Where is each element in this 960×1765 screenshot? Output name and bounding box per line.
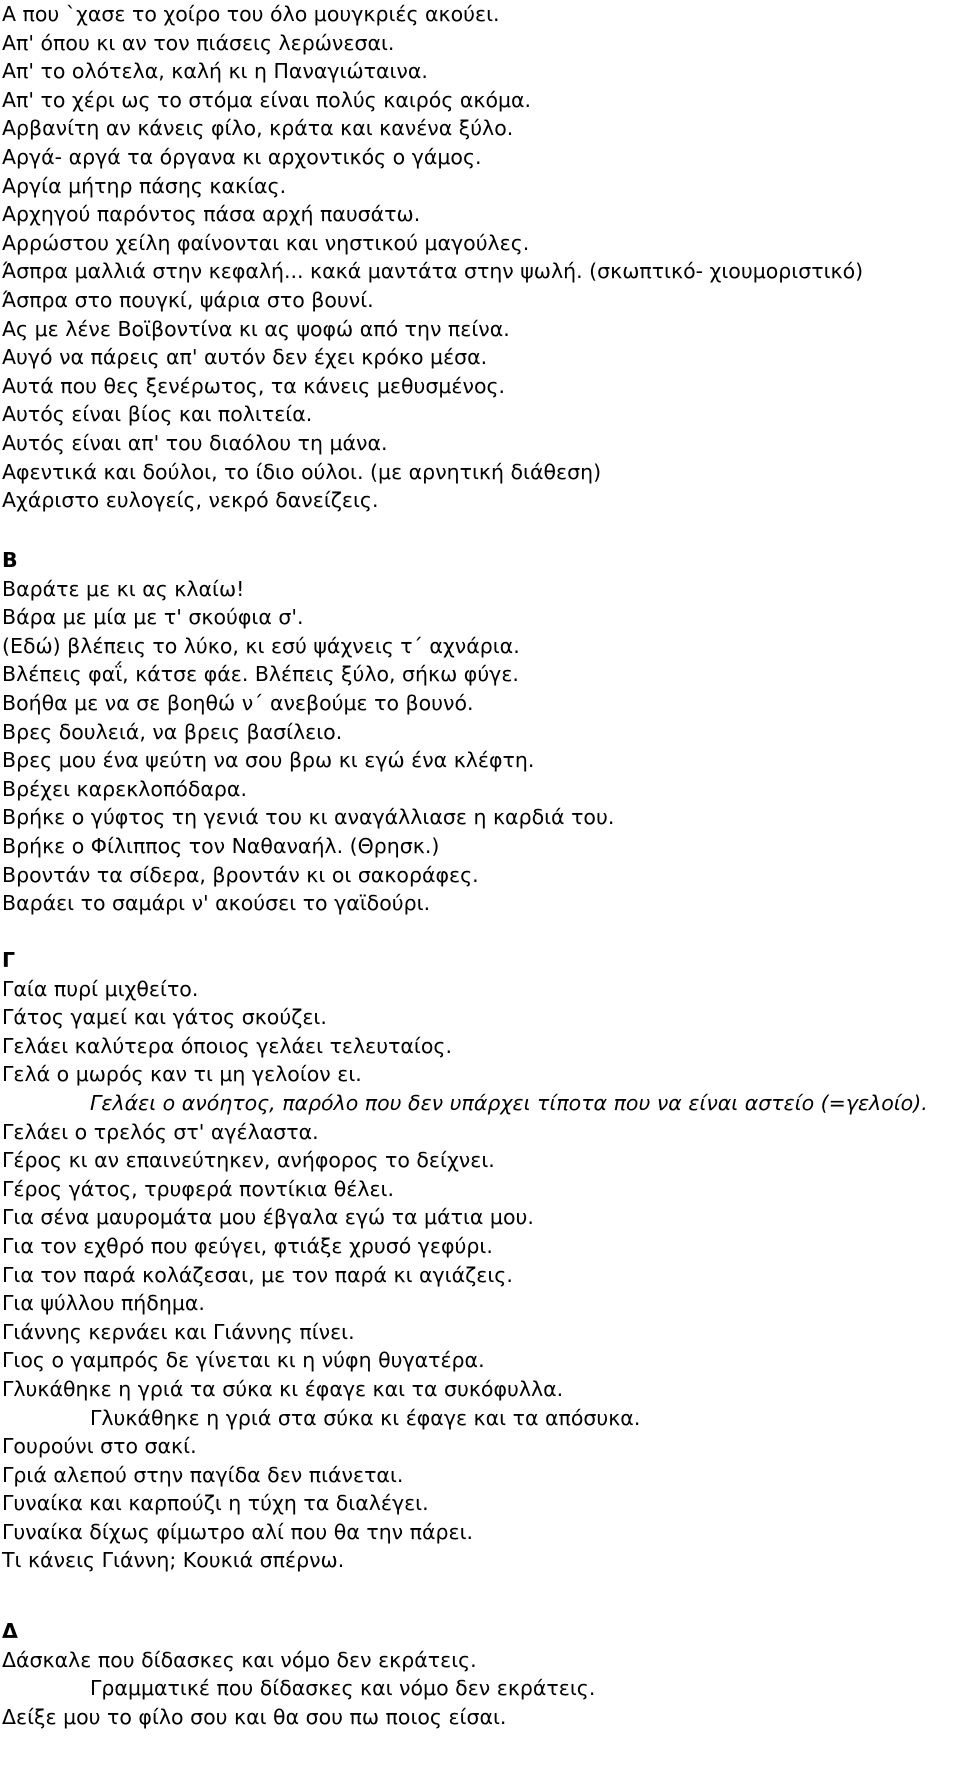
proverb-line: Άσπρα στο πουγκί, ψάρια στο βουνί. bbox=[2, 287, 374, 312]
proverb-line: Αφεντικά και δούλοι, το ίδιο ούλοι. (με αρνητική διάθεση) bbox=[2, 459, 602, 484]
proverb-line: Απ' το χέρι ως το στόμα είναι πολύς καιρός ακόμα. bbox=[2, 87, 532, 112]
proverb-line: Γλυκάθηκε η γριά στα σύκα κι έφαγε και τα απόσυκα. bbox=[90, 1405, 641, 1430]
section-alpha bbox=[0, 0, 863, 515]
proverb-line: Για τον εχθρό που φεύγει, φτιάξε χρυσό γεφύρι. bbox=[2, 1233, 493, 1258]
proverb-line: Απ' όπου κι αν τον πιάσεις λερώνεσαι. bbox=[2, 30, 395, 55]
proverb-line: Γελάει ο ανόητος, παρόλο που δεν υπάρχει τίποτα που να είναι αστείο (=γελοίο). bbox=[90, 1090, 928, 1115]
proverb-line: Γουρούνι στο σακί. bbox=[2, 1434, 197, 1459]
proverb-line: Γελάει ο τρελός στ' αγέλαστα. bbox=[2, 1119, 319, 1144]
proverb-line: Βάρα με μία με τ' σκούφια σ'. bbox=[2, 605, 304, 630]
proverb-line: (Εδώ) βλέπεις το λύκο, κι εσύ ψάχνεις τ΄ αχνάρια. bbox=[2, 633, 520, 658]
proverb-line: Άσπρα μαλλιά στην κεφαλή... κακά μαντάτα στην ψωλή. (σκωπτικό- χιουμοριστικό) bbox=[2, 259, 864, 284]
proverb-line: Βρήκε ο Φίλιππος τον Ναθαναήλ. (Θρησκ.) bbox=[2, 833, 440, 858]
proverb-line: Γελάει καλύτερα όποιος γελάει τελευταίος. bbox=[2, 1033, 452, 1058]
section-heading-delta: Δ bbox=[2, 1619, 18, 1643]
proverb-line: Βλέπεις φαΐ, κάτσε φάε. Βλέπεις ξύλο, σήκω φύγε. bbox=[2, 662, 519, 687]
proverb-line: Γιάννης κερνάει και Γιάννης πίνει. bbox=[2, 1319, 355, 1344]
proverb-line: Βρες δουλειά, να βρεις βασίλειο. bbox=[2, 719, 343, 744]
proverb-line: Αργία μήτηρ πάσης κακίας. bbox=[2, 173, 287, 198]
proverb-line: Για σένα μαυρομάτα μου έβγαλα εγώ τα μάτια μου. bbox=[2, 1205, 534, 1230]
proverb-line: Αργά- αργά τα όργανα κι αρχοντικός ο γάμος. bbox=[2, 144, 482, 169]
proverb-line: Γυναίκα και καρπούζι η τύχη τα διαλέγει. bbox=[2, 1491, 429, 1516]
proverb-line: Για ψύλλου πήδημα. bbox=[2, 1291, 205, 1316]
proverb-line: Για τον παρά κολάζεσαι, με τον παρά κι αγιάζεις. bbox=[2, 1262, 513, 1287]
section-beta bbox=[0, 546, 614, 918]
proverb-line: Αρρώστου χείλη φαίνονται και νηστικού μαγούλες. bbox=[2, 230, 530, 255]
proverb-line: Τι κάνεις Γιάννη; Κουκιά σπέρνω. bbox=[2, 1548, 345, 1573]
proverb-line: Γέρος κι αν επαινεύτηκεν, ανήφορος το δείχνει. bbox=[2, 1148, 495, 1173]
proverb-line: Δείξε μου το φίλο σου και θα σου πω ποιος είσαι. bbox=[2, 1704, 507, 1729]
section-gamma bbox=[0, 946, 928, 1575]
proverb-line: Α που `χασε το χοίρο του όλο μουγκριές ακούει. bbox=[2, 2, 500, 26]
proverb-line: Αυγό να πάρεις απ' αυτόν δεν έχει κρόκο μέσα. bbox=[2, 345, 488, 370]
section-delta bbox=[0, 1617, 595, 1731]
proverb-line: Αυτός είναι απ' του διαόλου τη μάνα. bbox=[2, 430, 388, 455]
proverb-line: Βαράει το σαμάρι ν' ακούσει το γαϊδούρι. bbox=[2, 891, 431, 916]
proverb-line: Βρέχει καρεκλοπόδαρα. bbox=[2, 776, 247, 801]
proverb-line: Αρβανίτη αν κάνεις φίλο, κράτα και κανένα ξύλο. bbox=[2, 116, 514, 141]
proverb-line: Αρχηγού παρόντος πάσα αρχή παυσάτω. bbox=[2, 202, 421, 227]
proverb-line: Ας με λένε Βοϊβοντίνα κι ας ψοφώ από την πείνα. bbox=[2, 316, 510, 341]
proverb-line: Γιος ο γαμπρός δε γίνεται κι η νύφη θυγατέρα. bbox=[2, 1348, 485, 1373]
proverb-line: Βρήκε ο γύφτος τη γενιά του κι αναγάλλιασε η καρδιά του. bbox=[2, 805, 615, 830]
proverb-line: Γυναίκα δίχως φίμωτρο αλί που θα την πάρει. bbox=[2, 1519, 474, 1544]
proverb-line: Γάτος γαμεί και γάτος σκούζει. bbox=[2, 1005, 327, 1030]
proverb-line: Βαράτε με κι ας κλαίω! bbox=[2, 576, 245, 601]
proverb-line: Βροντάν τα σίδερα, βροντάν κι οι σακοράφες. bbox=[2, 862, 479, 887]
proverb-line: Αυτά που θες ξενέρωτος, τα κάνεις μεθυσμένος. bbox=[2, 373, 506, 398]
proverb-line: Αχάριστο ευλογείς, νεκρό δανείζεις. bbox=[2, 488, 379, 513]
proverb-line: Αυτός είναι βίος και πολιτεία. bbox=[2, 402, 313, 427]
proverb-line: Γέρος γάτος, τρυφερά ποντίκια θέλει. bbox=[2, 1176, 395, 1201]
proverb-line: Βοήθα με να σε βοηθώ ν΄ ανεβούμε το βουνό. bbox=[2, 690, 474, 715]
proverb-line: Γαία πυρί μιχθείτο. bbox=[2, 976, 199, 1001]
section-heading-gamma: Γ bbox=[2, 948, 16, 972]
proverb-line: Δάσκαλε που δίδασκες και νόμο δεν εκράτεις. bbox=[2, 1647, 477, 1672]
section-heading-beta: Β bbox=[2, 548, 18, 572]
proverb-line: Γριά αλεπού στην παγίδα δεν πιάνεται. bbox=[2, 1462, 404, 1487]
proverb-line: Απ' το ολότελα, καλή κι η Παναγιώταινα. bbox=[2, 59, 428, 84]
proverb-line: Γλυκάθηκε η γριά τα σύκα κι έφαγε και τα συκόφυλλα. bbox=[2, 1376, 564, 1401]
proverb-line: Βρες μου ένα ψεύτη να σου βρω κι εγώ ένα κλέφτη. bbox=[2, 748, 535, 773]
proverb-line: Γελά ο μωρός καν τι μη γελοίον ει. bbox=[2, 1062, 362, 1087]
proverb-line: Γραμματικέ που δίδασκες και νόμο δεν εκράτεις. bbox=[90, 1676, 596, 1701]
